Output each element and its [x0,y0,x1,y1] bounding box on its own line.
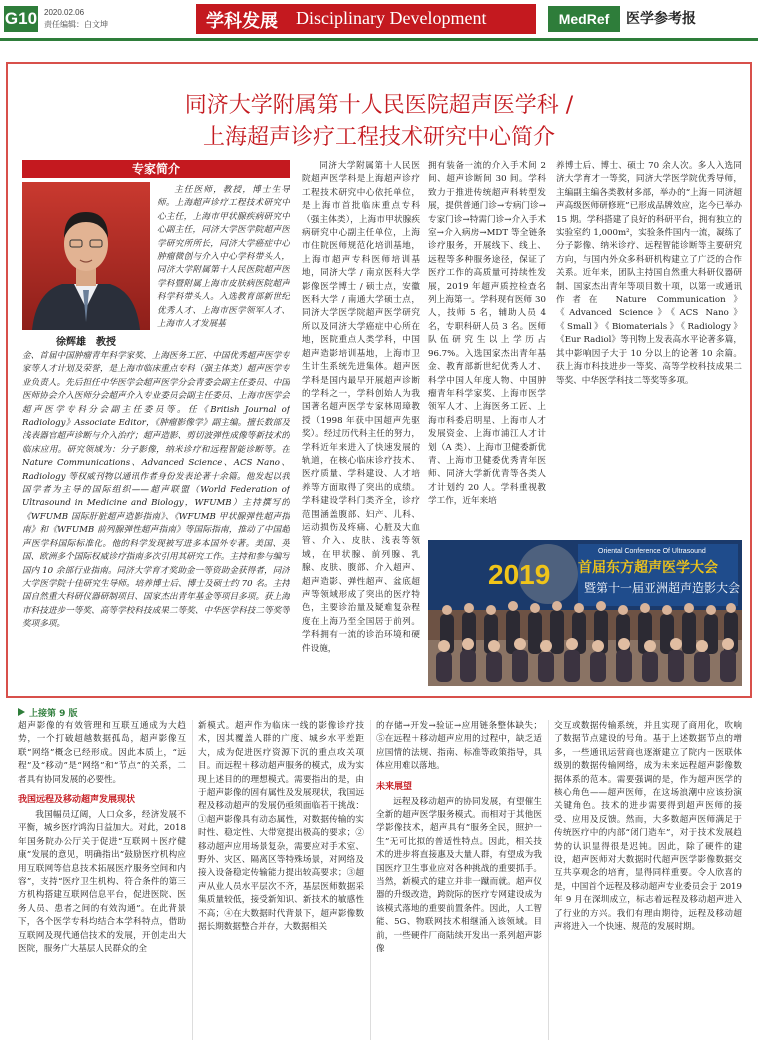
expert-heading: 专家简介 [22,160,290,178]
continued-column-4 [554,720,742,1042]
issue-date: 2020.02.06 [44,8,85,17]
article-column-2: 同济大学附属第十人民医院超声医学科是上海超声诊疗工程技术研究中心依托单位，是上海市首批临床重点专科（强主体类），上海市甲状腺疾病研究中心副主任单位，上海市住院医师规范化培训基地，上海市超声专科医师培训基地，同济大学 / 南京医科大学影像医学博士 / 硕士点，安徽医科大学 / 南通大学硕士点，同济大学医学院超声医学研究所以及同济大学癌症中心所在地，医院重点人类学科，中国超声造影培训基地，上海市卫生计生系统先进集体。超声医学科是国内最早开展超声诊断的学科之一，学科创始人为我国著名超声医学专家林周璋教授（1998 年获中国超声先驱奖）。经过历代科主任的努力，学科近年来进入了快速发展的轨道，在核心临床诊疗技术、医疗质量、学科建设、人才培养等方面取得了突出的成绩。学科建设学科门类齐全，诊疗范围涵盖腹部、妇产、儿科、运动损伤及疼痛、心脏及大血管、介入、皮肤、浅表等领域，在甲状腺、前列腺、乳腺、皮肤、腹部、介入超声、超声造影、弹性超声、盆底超声等领域形成了突出的医疗特色，主要诊治量及疑难复杂程度在上海乃至全国居于前列。学科拥有一流的诊治环境和硬件设施， [302,161,420,654]
column-divider [370,720,371,1040]
page-header [0,0,758,38]
article-column-4: 养博士后、博士、硕士 70 余人次。多人入选同济大学育才一等奖，同济大学医学院优秀导师，主编副主编各类教材多部，举办的“上海－同济超声高级医师研修班”已形成品牌效应，迄今已举办 15 期。学科搭建了良好的科研平台，拥有独立的实验室约 1,000m²，实验条件国内一流，凝练了分子影像、纳米诊疗、远程智能诊断等主要研究方向，与国内外众多科研机构建立了广泛的合作关系。近年来，团队主持国自然重大科研仪器研制、国家杰出青年等项目数十项，以第一或通讯作者在 Nature Communication》《Advanced Science》《ACS Nano》《Small》《Biomaterials》《Radiology》《Eur Radiol》等刊物上发表高水平论著多篇，其中影响因子大于 10 分以上的论著 10 余篇。获上海市科技进步一等奖、高等学校科技成果二等奖、中华医学科技二等奖等多项。 [556,161,742,386]
continued-col3-para: 的存储→开发→验证→应用链条整体缺失；⑤在远程＋移动超声应用的过程中，缺乏适应国情的法规、指南、标准等政策指导，具体应用难以落地。 [376,721,542,772]
expert-bio-part1: 主任医师，教授，博士生导师。上海超声诊疗工程技术研究中心主任，上海市甲状腺疾病研究中心副主任，同济大学医学院超声医学研究所所长，同济大学癌症中心肿瘤微创与介入中心学科带头人，同济大学附属第十人民医院超声医学科暨附属上海市皮肤病医院超声科学科带头人。入选教育部新世纪优秀人才、上海市医学领军人才、上海市人才发展基 [157,185,290,330]
banner-english: Oriental Conference Of Ultrasound [598,548,706,555]
section-title-en: Disciplinary Development [296,8,487,28]
title-line-1: 同济大学附属第十人民医院超声医学科 / [184,93,574,118]
header-rule [0,38,758,41]
continued-col1-para2: 我国幅员辽阔，人口众多，经济发展不平衡，城乡医疗鸿沟日益加大。对此，2018 年国务院办公厅关于促进“互联网＋医疗健康”发展的意见，明确指出“鼓励医疗机构应用互联网等信息技术拓展医疗服务空间和内容”，支持“医疗卫生机构、符合条件的第三方机构搭建互联网信息平台，促进医院、医务人员、患者之间的有效沟通”。在此背景下，各个医学专科均结合本学科特点，借助互联网及现代通信技术的发展，开创走出大医院，服务广大基层人民群众的全 [18,810,186,955]
page-number: G10 [4,6,38,32]
expert-bio-part2: 金、首届中国肿瘤青年科学家奖、上海医务工匠、中国优秀超声医学专家等人才计划及荣誉，是上海市临床重点专科（强主体类）超声医学专业负责人。先后担任中华医学会超声医学分会青委会副主任委员、中国医师协会介入医师分会超声介入专业委员会副主任委员、上海市医学会超声医学专科分会副主任委员等。任《British Journal of Radiology》Associate Editor，《肿瘤影像学》副主编。擅长数部及浅表器官超声诊断与介入治疗；超声造影、剪切波弹性成像等新技术的临床应用。研究领域为：分子影像，纳米诊疗和远程智能诊断等。在 Nature Communications、Advanced Science、ACS Nano、Radiology 等权威刊物以通讯作者身份发表论著十余篇。他发起以我国学者为主导的国际组织——超声联盟（World Federation of Ultrasound in Medicine and Biology，WFUMB）主持撰写的《WFUMB 国际肝脏超声造影指南》、《WFUMB 甲状腺弹性超声指南》和《WFUMB 前列腺弹性超声指南》等国际指南，推动了中国超声医学科国际标准化。他的科学发现被写进多本国外专著。美国、英国、欧洲多个国际权威诊疗指南多次引用其研究工作。主持和参与编写国内 10 余部行业指南。同济大学育才奖助金一等资助金获得者，同济大学医学院十佳研究生导师。培养博士后、博士及硕士约 70 名。主持国自然重大科研仪器研制项目、国家杰出青年基金等项目多项。获上海市科技进步一等奖、高等学校科技成果二等奖、中华医学科技二等奖等奖项多项。 [22,351,290,630]
title-line-2: 上海超声诊疗工程技术研究中心简介 [202,125,555,150]
expert-portrait [22,182,150,330]
editor: 责任编辑：白文坤 [44,20,108,29]
article-title [6,90,752,154]
continued-col4-para: 交互或数据传输系统，并且实现了商用化，吹响了数据节点建设的号角。基于上述数据节点的增多，一些通讯运营商也逐渐建立了院内－医联体级别的数据传输网络，成为未来远程超声影像数据体系的范本。需要强调的是，作为超声医学的核心角色——超声医师，在这场浪潮中应该扮演关键角色。技术的进步需要得到超声医师的接受、应用及反馈。然而，大多数超声医师满足于传统医疗中的内部“闭门造车”，对于技术发展趋势的认识显得很是迟钝。因此，除了硬件的建设，超声医师对大数据时代超声医学影像数据交互共享观念的培育，显得同样重要。令人欣喜的是，中国首个远程及移动超声专业委员会于 2019 年 9 月在深圳成立，标志着远程及移动超声进入了行业的方兴。我们有理由期待，远程及移动超声将进入一个快速、规范的发展时期。 [554,721,742,933]
column-divider [192,720,193,1040]
issue-info [44,7,108,31]
banner-line-2: 暨第十一届亚洲超声造影大会 [584,581,741,595]
expert-caption: 徐辉雄 教授 [56,337,116,348]
banner-line-1: 首届东方超声医学大会 [578,560,718,576]
section-title-cn: 学科发展 [206,11,278,32]
continued-col2-para: 新模式。超声作为临床一线的影像诊疗技术，因其覆盖人群的广度、城乡水平差距大，成为促进医疗资源下沉的重点攻关项目。而远程＋移动超声服务的模式，成为实现上述目的的理想模式。需要指出的是，由于超声影像的固有属性及发展现状，我国远程及移动超声的发展仍亟须面临若干挑战：①超声影像具有动态属性，对数据传输的实时性、稳定性、大带宽提出极高的要求；②移动超声应用场景复杂，需要应对手术室、野外、灾区、隔离区等特殊场景，对网络及接入设备稳定传输能力提出较高要求；③超声从业人员水平层次不齐，基层医师数据采集质量较低，接受新知识、新技术的敏感性不高；④在大数据时代背景下，超声影像数据长期数据整合并存，大数据相关 [198,721,364,933]
banner-year: 2019 [488,559,551,590]
continued-column-1 [18,720,186,1042]
brand-logo: MedRef [548,6,620,32]
continued-label: 上接第 9 版 [18,706,78,719]
brand-name: 医学参考报 [626,11,696,27]
continued-col3-para2: 远程及移动超声的协同发展，有望催生全新的超声医学服务模式。而相对于其他医学影像技术，超声具有“服务全民，照护一生”无可比拟的普适性特点。因此，相关技术的进步将直接惠及大量人群，有望成为我国医疗卫生事业应对各种挑战的重要抓手。当然，新模式的建立并非一蹴而就。超声仪器的升级改造，跨院际的医疗专网建设成为该模式落地的重要前置条件。因此，人工智能、5G、物联网技术相继涌入该领域。目前，一些硬件厂商陆续开发出一系列超声影像 [376,796,542,955]
continued-column-2 [198,720,364,1042]
subheading-status: 我国远程及移动超声发展现状 [18,795,136,806]
article-column-3: 拥有装备一流的介入手术间 2 间、超声诊断间 30 间。学科致力于推进传统超声科转型发展，提供普通门诊→专病门诊→专家门诊→特需门诊→介入手术室→介入病房→MDT 等全链条诊疗服务，开展线下、线上、远程等多种服务途径，保证了医疗工作的高质量可持续性发展，2019 年超声质控检查名列上海第一。学科现有医师 30 人，技师 5 名，辅助人员 4 名，专职科研人员 3 名。医师队伍研究生以上学历占 96.7%。入选国家杰出青年基金、教育部新世纪优秀人才、科学中国人年度人物、中国肿瘤青年科学家奖、上海市医学领军人才、上海医务工匠、上海市科委启明星、上海市人才发展资金、上海市浦江人才计划（A 类）、上海市卫健委新优青、上海市卫健委优秀青年医师、同济大学新优青等各类人才计划约 20 人。学科重视教学工作，近年来培 [428,161,546,507]
group-photo [428,540,742,686]
subheading-outlook: 未来展望 [376,781,413,792]
continued-col1-para: 超声影像的有效管理和互联互通成为大趋势，一个打破超越数据孤岛，超声影像互联“网络”概念已经形成。因此本质上，“远程”及“移动”是“网络”和“节点”的关系，二者具有协同发展的必要性。 [18,721,186,785]
column-divider [548,720,549,1040]
continued-column-3 [376,720,542,1042]
section-band [196,4,536,34]
